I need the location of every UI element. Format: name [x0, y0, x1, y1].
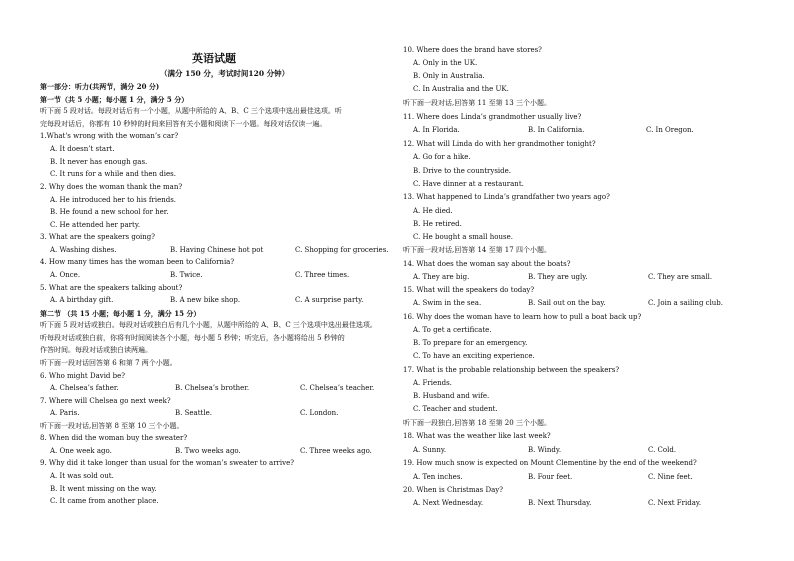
- option: B. It went missing on the way.: [50, 485, 157, 493]
- option: C. To have an exciting experience.: [413, 352, 535, 360]
- section1-instruction: 完每段对话后，你都有 10 秒钟的时间来回答有关小题和阅读下一小题。每段对话仅读一遍。: [40, 120, 327, 128]
- option: B. Next Thursday.: [528, 499, 592, 507]
- option: A. In Florida.: [413, 126, 460, 134]
- question-stem: 3. What are the speakers going?: [40, 233, 156, 241]
- dialogue-direction: 听下面一段独白,回答第 18 至第 20 三个小题。: [403, 419, 551, 427]
- option: C. They are small.: [648, 273, 713, 281]
- section2-title: 第二节 （共 15 小题；每小题 1 分，满分 15 分）: [40, 309, 201, 318]
- section1-instruction: 听下面 5 段对话。每段对话后有一个小题，从题中所给的 A、B、C 三个选项中选出最佳选项。听: [40, 107, 342, 115]
- option: A. Swim in the sea.: [413, 299, 482, 307]
- dialogue-direction: 听下面一段对话,回答第 8 至第 10 三个小题。: [40, 422, 184, 430]
- score-time: （满分 150 分，考试时间120 分钟）: [160, 69, 290, 78]
- question-stem: 11. Where does Linda’s grandmother usually live?: [403, 113, 582, 121]
- option: C. Nine feet.: [648, 473, 693, 481]
- question-stem: 14. What does the woman say about the boats?: [403, 260, 571, 268]
- option: C. Three times.: [295, 271, 350, 279]
- option: B. Two weeks ago.: [175, 447, 241, 455]
- question-stem: 1.What's wrong with the woman’s car?: [40, 132, 179, 140]
- question-stem: 4. How many times has the woman been to California?: [40, 258, 235, 266]
- option: A. It doesn’t start.: [50, 145, 115, 153]
- question-stem: 8. When did the woman buy the sweater?: [40, 434, 188, 442]
- option: A. One week ago.: [50, 447, 112, 455]
- option: B. In California.: [528, 126, 585, 134]
- question-stem: 15. What will the speakers do today?: [403, 286, 535, 294]
- option: B. Twice.: [170, 271, 203, 279]
- option: C. Cold.: [648, 446, 677, 454]
- option: A. Friends.: [413, 379, 452, 387]
- option: B. He found a new school for her.: [50, 208, 169, 216]
- option: A. Ten inches.: [413, 473, 463, 481]
- dialogue-direction: 听下面一段对话,回答第 14 至第 17 四个小题。: [403, 246, 551, 254]
- dialogue-direction: 听下面一段对话,回答第 11 至第 13 三个小题。: [403, 99, 551, 107]
- option: A. A birthday gift.: [50, 296, 114, 304]
- option: B. Windy.: [528, 446, 562, 454]
- option: B. Chelsea’s brother.: [175, 384, 250, 392]
- option: C. Shopping for groceries.: [295, 246, 389, 254]
- option: C. He attended her party.: [50, 221, 141, 229]
- option: A. They are big.: [413, 273, 470, 281]
- exam-title: 英语试题: [192, 52, 236, 65]
- section2-instruction: 听每段对话或独白前，你将有时间阅读各个小题，每小题 5 秒钟；听完后，各小题将给出 5 秒钟的: [40, 334, 345, 342]
- option: A. He introduced her to his friends.: [50, 196, 177, 204]
- option: A. Next Wednesday.: [413, 499, 484, 507]
- option: C. In Oregon.: [646, 126, 694, 134]
- question-stem: 16. Why does the woman have to learn how to pull a boat back up?: [403, 313, 642, 321]
- option: A. Once.: [50, 271, 81, 279]
- question-stem: 20. When is Christmas Day?: [403, 486, 503, 494]
- question-stem: 19. How much snow is expected on Mount Clementine by the end of the weekend?: [403, 459, 697, 467]
- option: C. Teacher and student.: [413, 405, 498, 413]
- option: C. Join a sailing club.: [648, 299, 724, 307]
- option: C. He bought a small house.: [413, 233, 513, 241]
- option: B. He retired.: [413, 220, 462, 228]
- question-stem: 6. Who might David be?: [40, 372, 126, 380]
- option: B. Four feet.: [528, 473, 573, 481]
- option: A. It was sold out.: [50, 472, 114, 480]
- option: C. Have dinner at a restaurant.: [413, 180, 524, 188]
- option: C. Chelsea’s teacher.: [300, 384, 375, 392]
- option: B. A new bike shop.: [170, 296, 241, 304]
- question-stem: 7. Where will Chelsea go next week?: [40, 397, 171, 405]
- option: C. London.: [300, 409, 339, 417]
- section1-title: 第一节（共 5 小题；每小题 1 分，满分 5 分）: [40, 95, 189, 104]
- option: A. Sunny.: [413, 446, 447, 454]
- option: B. Drive to the countryside.: [413, 167, 511, 175]
- option: A. To get a certificate.: [413, 326, 492, 334]
- option: B. It never has enough gas.: [50, 158, 148, 166]
- option: C. In Australia and the UK.: [413, 85, 509, 93]
- section2-instruction: 作答时间。每段对话或独白读两遍。: [40, 346, 152, 354]
- option: C. It came from another place.: [50, 497, 159, 505]
- option: A. Paris.: [50, 409, 80, 417]
- question-stem: 18. What was the weather like last week?: [403, 432, 551, 440]
- option: A. Washing dishes.: [50, 246, 117, 254]
- question-stem: 12. What will Linda do with her grandmother tonight?: [403, 140, 596, 148]
- option: B. To prepare for an emergency.: [413, 339, 528, 347]
- question-stem: 9. Why did it take longer than usual for the woman’s sweater to arrive?: [40, 459, 294, 467]
- option: B. Only in Australia.: [413, 72, 485, 80]
- option: A. Go for a hike.: [413, 153, 471, 161]
- option: C. A surprise party.: [295, 296, 364, 304]
- option: C. It runs for a while and then dies.: [50, 170, 176, 178]
- option: A. Chelsea’s father.: [50, 384, 119, 392]
- dialogue-direction: 听下面一段对话回答第 6 和第 7 两个小题。: [40, 359, 177, 367]
- option: A. Only in the UK.: [413, 59, 478, 67]
- option: A. He died.: [413, 207, 453, 215]
- option: C. Three weeks ago.: [300, 447, 372, 455]
- question-stem: 5. What are the speakers talking about?: [40, 284, 183, 292]
- option: B. Husband and wife.: [413, 392, 490, 400]
- option: B. They are ugly.: [528, 273, 588, 281]
- question-stem: 17. What is the probable relationship between the speakers?: [403, 366, 620, 374]
- option: C. Next Friday.: [648, 499, 702, 507]
- question-stem: 2. Why does the woman thank the man?: [40, 183, 183, 191]
- option: B. Seattle.: [175, 409, 212, 417]
- option: B. Sail out on the bay.: [528, 299, 606, 307]
- option: B. Having Chinese hot pot: [170, 246, 264, 254]
- question-stem: 13. What happened to Linda’s grandfather two years ago?: [403, 193, 610, 201]
- part1-title: 第一部分：听力(共两节，满分 20 分): [40, 82, 160, 91]
- question-stem: 10. Where does the brand have stores?: [403, 46, 542, 54]
- section2-instruction: 听下面 5 段对话或独白。每段对话或独白后有几个小题，从题中所给的 A、B、C 三个选项中选出最佳选项。: [40, 321, 377, 329]
